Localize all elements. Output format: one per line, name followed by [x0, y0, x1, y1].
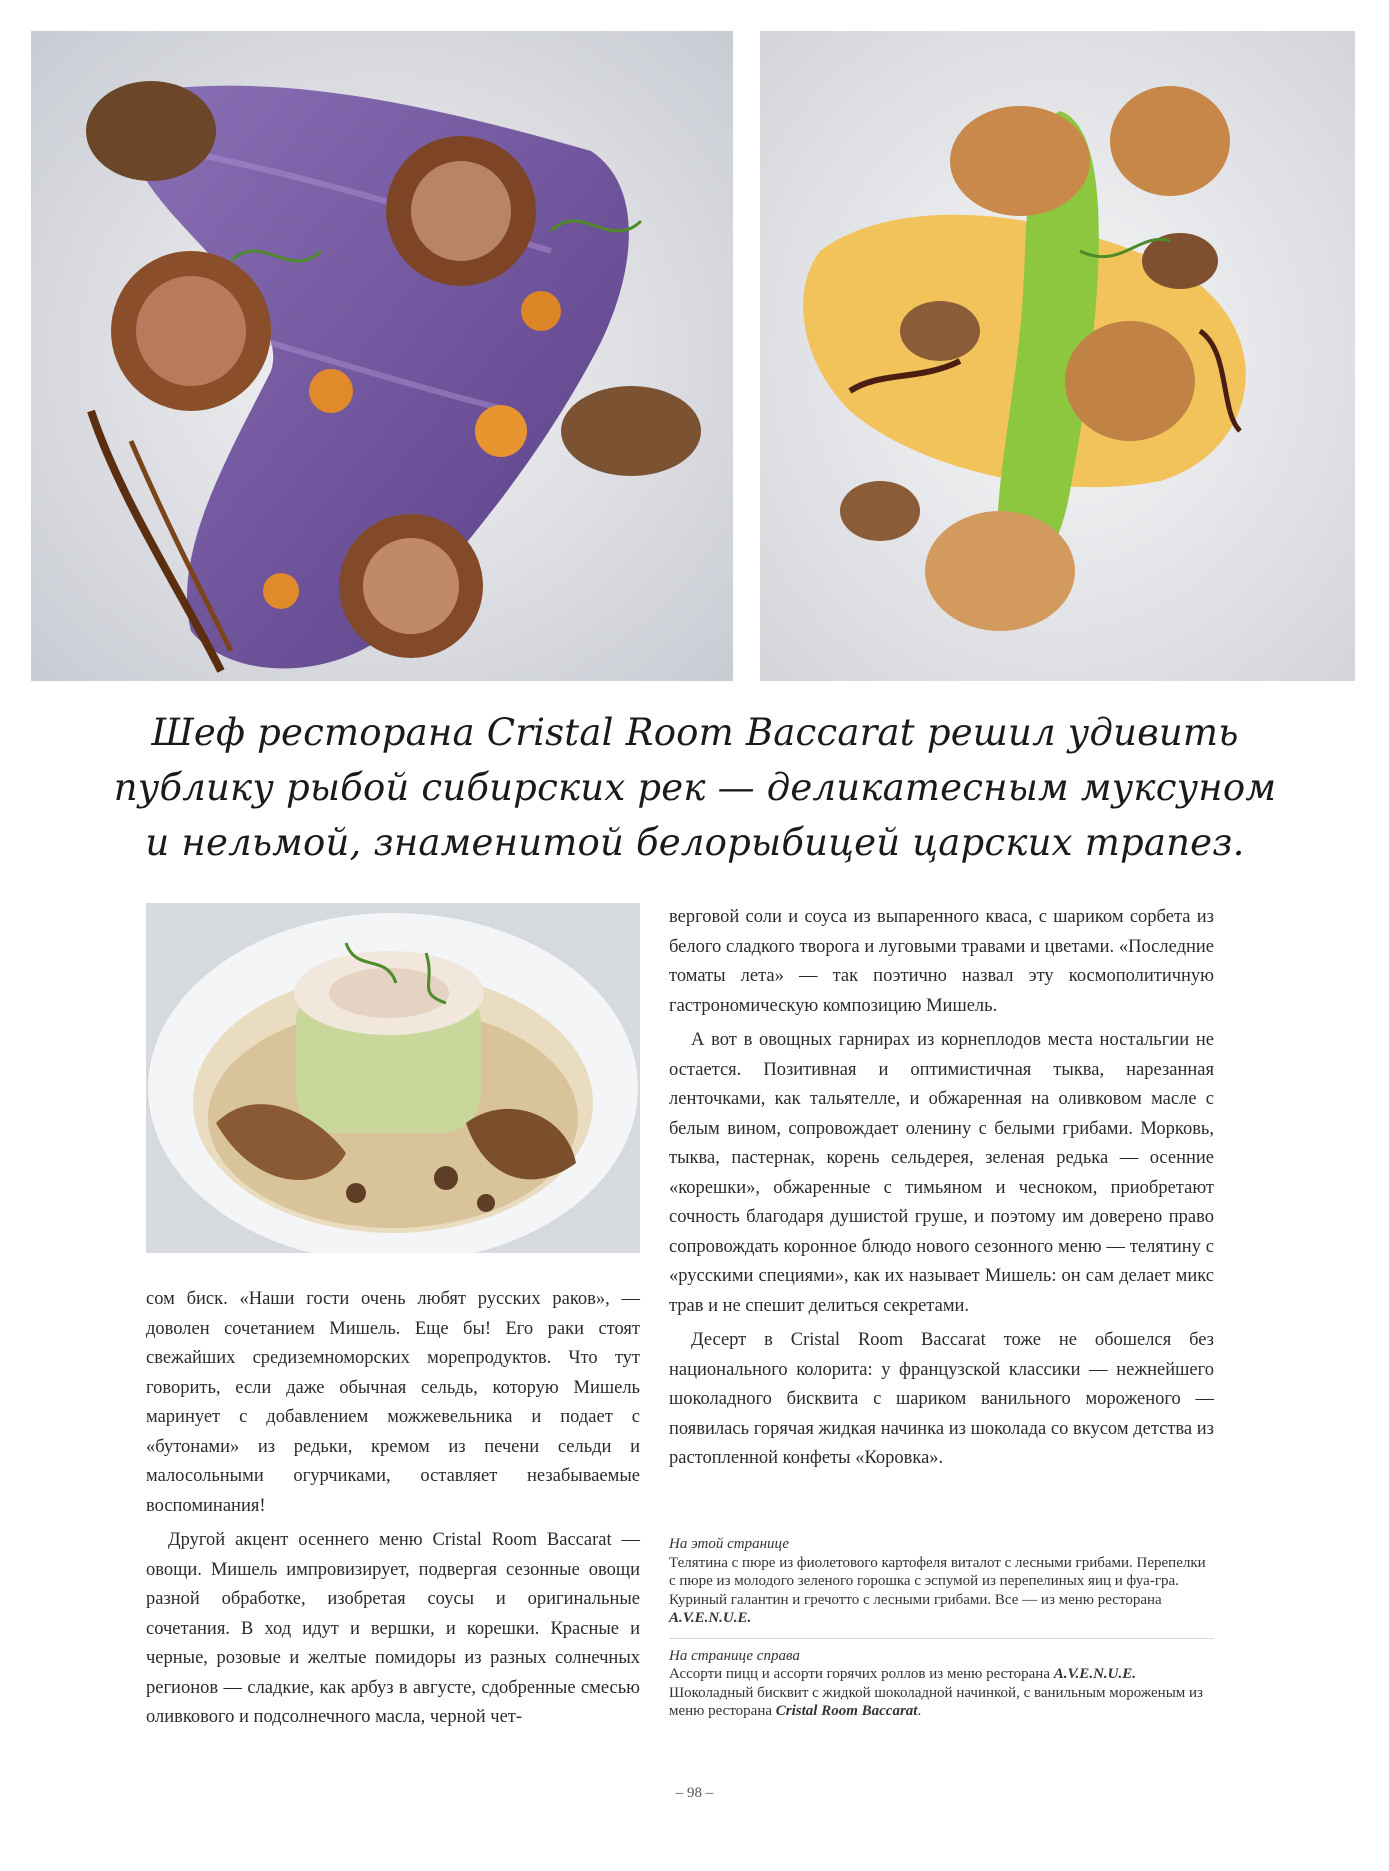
left-paragraph-1: сом биск. «Наши гости очень любят русских раков», — доволен сочетанием Мишель. Еще бы! Его раки стоят свежайших средиземноморских морепродуктов. Что тут говорить, если даже обычная сельдь, которую Мишель маринует с добавлением можжевельника и подает с «бутонами» из редьки, кремом из печени сельди и малосольными огурчиками, оставляет незабываемые воспоминания! [146, 1289, 640, 1516]
veal-dish-photo [31, 31, 733, 681]
headline-line-2: публику рыбой сибирских рек — деликатесным муксуном [113, 766, 1277, 809]
caption-brand-cristal-room: Cristal Room Baccarat [775, 1703, 918, 1719]
caption-right-page-heading: На странице справа [669, 1647, 800, 1664]
headline [100, 705, 1290, 870]
page-number: – 98 – [675, 1785, 714, 1801]
caption-right-page [669, 1638, 1214, 1721]
quail-dish-photo [760, 31, 1355, 681]
left-text-column [146, 1285, 640, 1733]
right-paragraph-3: Десерт в Cristal Room Baccarat тоже не обошелся без национального колорита: у французской классики — нежнейшего шоколадного бисквита с шариком ванильного мороженого — появилась горячая жидкая начинка из шоколада со вкусом детства из растопленной конфеты «Коровка». [669, 1330, 1214, 1468]
caption-right-page-text [669, 1665, 1214, 1721]
caption-this-page-heading: На этой странице [669, 1536, 790, 1552]
photo-captions [669, 1535, 1214, 1721]
caption-brand-avenue-2: A.V.E.N.U.E. [1053, 1666, 1136, 1682]
caption-this-page [669, 1535, 1214, 1628]
caption-brand-avenue: A.V.E.N.U.E. [669, 1610, 752, 1626]
caption-right-page-body-2: Шоколадный бисквит с жидкой шоколадной начинкой, с ванильным мороженым из меню ресторана [669, 1684, 1203, 1719]
headline-line-1: Шеф ресторана Cristal Room Baccarat решил удивить [151, 711, 1239, 754]
headline-line-3: и нельмой, знаменитой белорыбицей царских трапез. [145, 821, 1245, 864]
caption-this-page-text [669, 1554, 1214, 1628]
caption-right-page-body-3: . [917, 1703, 922, 1719]
left-paragraph-2: Другой акцент осеннего меню Cristal Room Baccarat — овощи. Мишель импровизирует, подвергая сезонные овощи разной обработке, изобретая соусы и оригинальные сочетания. В ход идут и вершки, и корешки. Красные и черные, розовые и желтые помидоры из разных солнечных регионов — сладкие, как арбуз в августе, сдобренные смесью оливкового и подсолнечного масла, черной чет- [146, 1530, 640, 1727]
right-paragraph-1: верговой соли и соуса из выпаренного кваса, с шариком сорбета из белого сладкого творога и луговыми травами и цветами. «Последние томаты лета» — так поэтично назвал эту космополитичную гастрономическую композицию Мишель. [669, 907, 1214, 1016]
right-paragraph-2: А вот в овощных гарнирах из корнеплодов места ностальгии не остается. Позитивная и оптимистичная тыква, нарезанная ленточками, как тальятелле, и обжаренная на оливковом масле с белым вином, сопровождает оленину с белыми грибами. Морковь, тыква, пастернак, корень сельдерея, зеленая редька — осенние «корешки», обжаренные с тимьяном и чесноком, приобретают сочность благодаря душистой груше, и поэтому им доверено право сопровождать коронное блюдо нового сезонного меню — телятину с «русскими специями», как их называет Мишель: он сам делает микс трав и не спешит делиться секретами. [669, 1030, 1214, 1316]
caption-this-page-body: Телятина с пюре из фиолетового картофеля виталот с лесными грибами. Перепелки с пюре из молодого зеленого горошка с эспумой из перепелиных яиц и фуа-гра. Куриный галантин и гречотто с лесными грибами. Все — из меню ресторана [669, 1554, 1206, 1608]
galantine-dish-photo [146, 903, 640, 1253]
caption-right-page-body-1: Ассорти пицц и ассорти горячих роллов из меню ресторана [669, 1666, 1054, 1682]
right-text-column [669, 903, 1214, 1474]
